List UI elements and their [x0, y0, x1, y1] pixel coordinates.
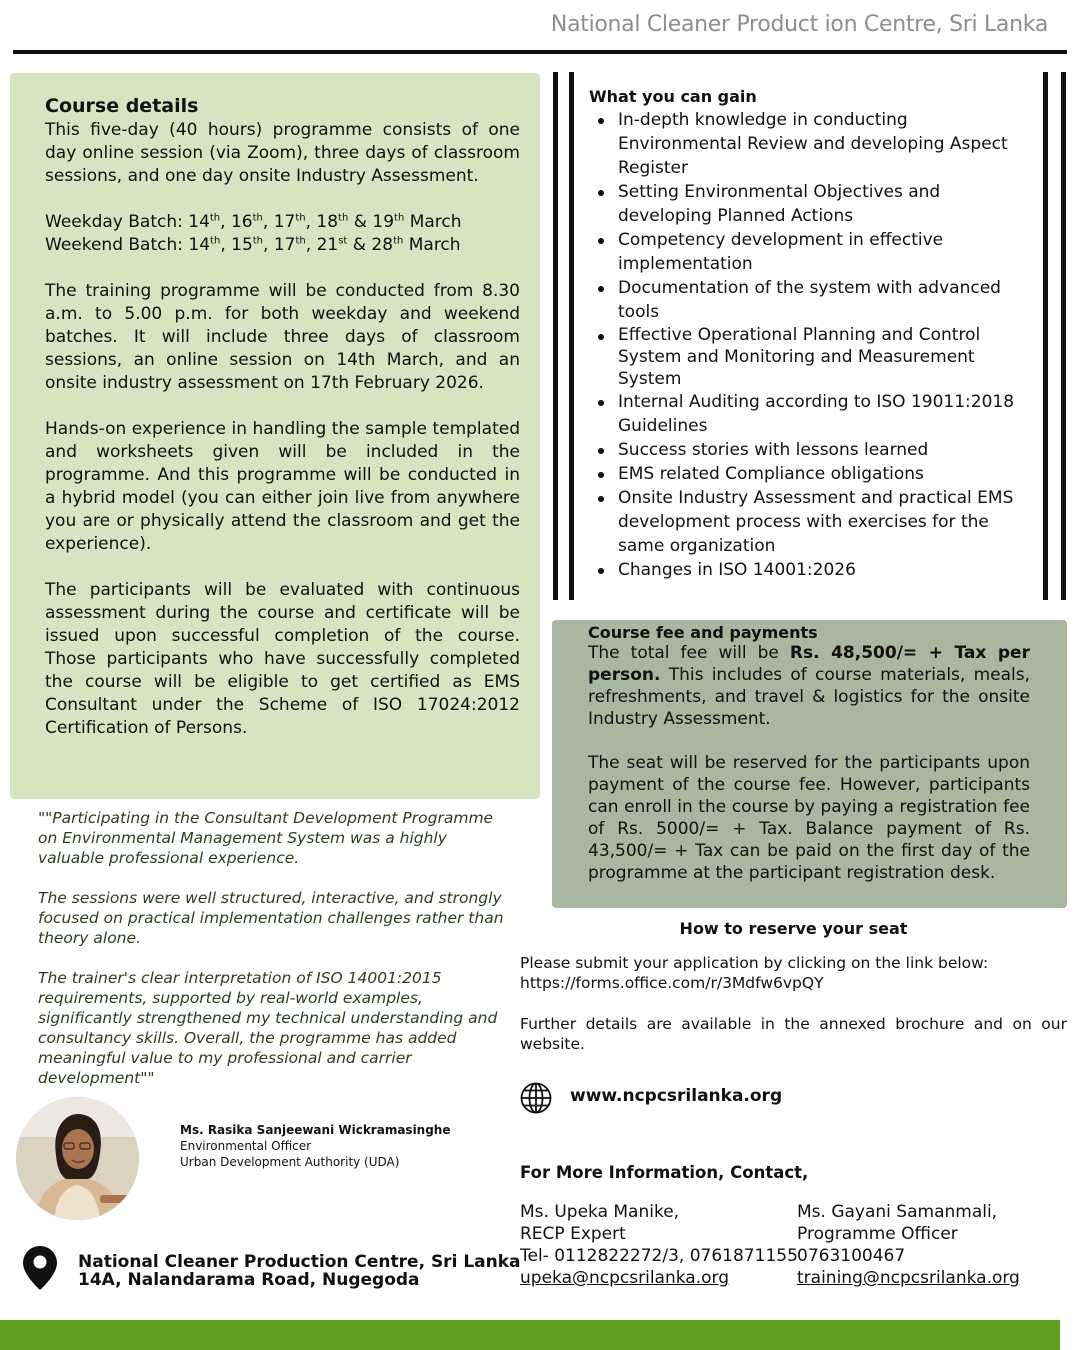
- testimonial-paragraph: The sessions were well structured, interactive, and strongly focused on practical implementation challenges rather than theory alone.: [38, 889, 504, 947]
- gain-heading: What you can gain: [589, 87, 757, 106]
- course-details-panel: [10, 73, 540, 799]
- fee-total: [588, 642, 1030, 730]
- author-organization: Urban Development Authority (UDA): [180, 1155, 400, 1169]
- fee-total-start: The total fee will be: [588, 643, 790, 663]
- gain-item: Setting Environmental Objectives and developing Planned Actions: [589, 180, 1029, 228]
- reserve-instruction: Please submit your application by clicking on the link below:: [520, 954, 989, 972]
- gain-section: [589, 87, 1029, 582]
- gain-item: Success stories with lessons learned: [589, 438, 1029, 462]
- gain-item: EMS related Compliance obligations: [589, 462, 1029, 486]
- fee-total-end: This includes of course materials, meals, refreshments, and travel & logistics for the onsite Industry Assessment.: [588, 665, 1030, 729]
- reserve-section: [520, 953, 1067, 1054]
- reserve-details: Further details are available in the annexed brochure and on our website.: [520, 1015, 1067, 1053]
- fee-heading: Course fee and payments: [588, 623, 818, 642]
- decorative-bar: [569, 72, 574, 600]
- header-title: National Cleaner Product ion Centre, Sri Lanka: [550, 12, 1048, 37]
- contact-name: Ms. Gayani Samanmali,: [797, 1202, 998, 1222]
- footer-bar: [0, 1320, 1060, 1350]
- contact-title: RECP Expert: [520, 1224, 626, 1244]
- gain-item: Documentation of the system with advanced tools: [589, 276, 1029, 324]
- testimonial-quote: [38, 808, 508, 1088]
- decorative-bar: [553, 72, 558, 600]
- contact-email[interactable]: training@ncpcsrilanka.org: [797, 1268, 1020, 1288]
- weekend-batch-label: Weekend Batch:: [45, 235, 183, 255]
- contact-title: Programme Officer: [797, 1224, 958, 1244]
- course-evaluation: The participants will be evaluated with continuous assessment during the course and certificate will be issued upon successful completion of the course. Those participants who have successfully completed the course will be eligible to get certified as EMS Consultant under the Scheme of ISO 17024:2012 Certification of Persons.: [45, 580, 520, 738]
- fee-amount: Rs. 48,500/= + Tax per person.: [588, 643, 1030, 685]
- weekday-batch-label: Weekday Batch:: [45, 212, 183, 232]
- contact-heading: For More Information, Contact,: [520, 1163, 809, 1182]
- contact-phone: Tel- 0112822272/3, 0761871155: [520, 1246, 798, 1266]
- application-link[interactable]: https://forms.office.com/r/3Mdfw6vpQY: [520, 974, 824, 992]
- weekday-batch-dates: 14th, 16th, 17th, 18th & 19th March: [188, 212, 462, 232]
- testimonial-paragraph: The trainer's clear interpretation of ISO 14001:2015 requirements, supported by real-world examples, significantly strengthened my technical understanding and consultancy skills. Overall, the programme has added meaningful value to my professional and carrier development"": [38, 969, 498, 1087]
- gain-item: Onsite Industry Assessment and practical EMS development process with exercises for the same organization: [589, 486, 1029, 558]
- gain-item: Changes in ISO 14001:2026: [589, 558, 1029, 582]
- course-details-heading: Course details: [45, 95, 199, 117]
- address-line-2: 14A, Nalandarama Road, Nugegoda: [78, 1270, 420, 1290]
- weekday-batch: [45, 211, 520, 234]
- weekend-batch: [45, 234, 520, 257]
- testimonial-author: [180, 1122, 451, 1170]
- course-intro: This five-day (40 hours) programme consists of one day online session (via Zoom), three days of classroom sessions, and one day onsite Industry Assessment.: [45, 120, 520, 186]
- testimonial-avatar: [16, 1097, 139, 1220]
- globe-icon: [520, 1082, 552, 1118]
- map-pin-icon: [22, 1245, 58, 1295]
- gain-item: Internal Auditing according to ISO 19011:2018 Guidelines: [589, 390, 1029, 438]
- weekend-batch-dates: 14th, 15th, 17th, 21st & 28th March: [188, 235, 461, 255]
- author-name: Ms. Rasika Sanjeewani Wickramasinghe: [180, 1123, 451, 1137]
- course-hands-on: Hands-on experience in handling the sample templated and worksheets given will be included in the programme. And this programme will be conducted in a hybrid model (you can either join live from anywhere you are or physically attend the classroom and get the experience).: [45, 419, 520, 554]
- gain-list: [589, 108, 1029, 582]
- fee-reservation: The seat will be reserved for the participants upon payment of the course fee. However, participants can enroll in the course by paying a registration fee of Rs. 5000/= + Tax. Balance payment of Rs. 43,500/= + Tax can be paid on the first day of the programme at the participant registration desk.: [588, 753, 1030, 883]
- gain-item: Competency development in effective implementation: [589, 228, 1029, 276]
- reserve-heading: How to reserve your seat: [679, 919, 908, 938]
- header-divider: [13, 50, 1067, 54]
- address-line-1: National Cleaner Production Centre, Sri Lanka: [78, 1252, 521, 1272]
- course-schedule: The training programme will be conducted from 8.30 a.m. to 5.00 p.m. for both weekday and weekend batches. It will include three days of classroom sessions, an online session on 14th March, and an onsite industry assessment on 17th February 2026.: [45, 281, 520, 393]
- website-link[interactable]: www.ncpcsrilanka.org: [570, 1086, 783, 1106]
- testimonial-paragraph: ""Participating in the Consultant Development Programme on Environmental Management System was a highly valuable professional experience.: [38, 809, 494, 867]
- contact-card: [797, 1201, 1020, 1289]
- course-fee-panel: [552, 620, 1067, 908]
- gain-item: Effective Operational Planning and Control System and Monitoring and Measurement System: [589, 324, 1029, 390]
- contact-card: [520, 1201, 798, 1289]
- decorative-bar: [1061, 72, 1066, 600]
- author-role: Environmental Officer: [180, 1139, 312, 1153]
- gain-item: In-depth knowledge in conducting Environmental Review and developing Aspect Register: [589, 108, 1029, 180]
- contact-phone: 0763100467: [797, 1246, 906, 1266]
- contact-name: Ms. Upeka Manike,: [520, 1202, 680, 1222]
- decorative-bar: [1043, 72, 1048, 600]
- contact-email[interactable]: upeka@ncpcsrilanka.org: [520, 1268, 729, 1288]
